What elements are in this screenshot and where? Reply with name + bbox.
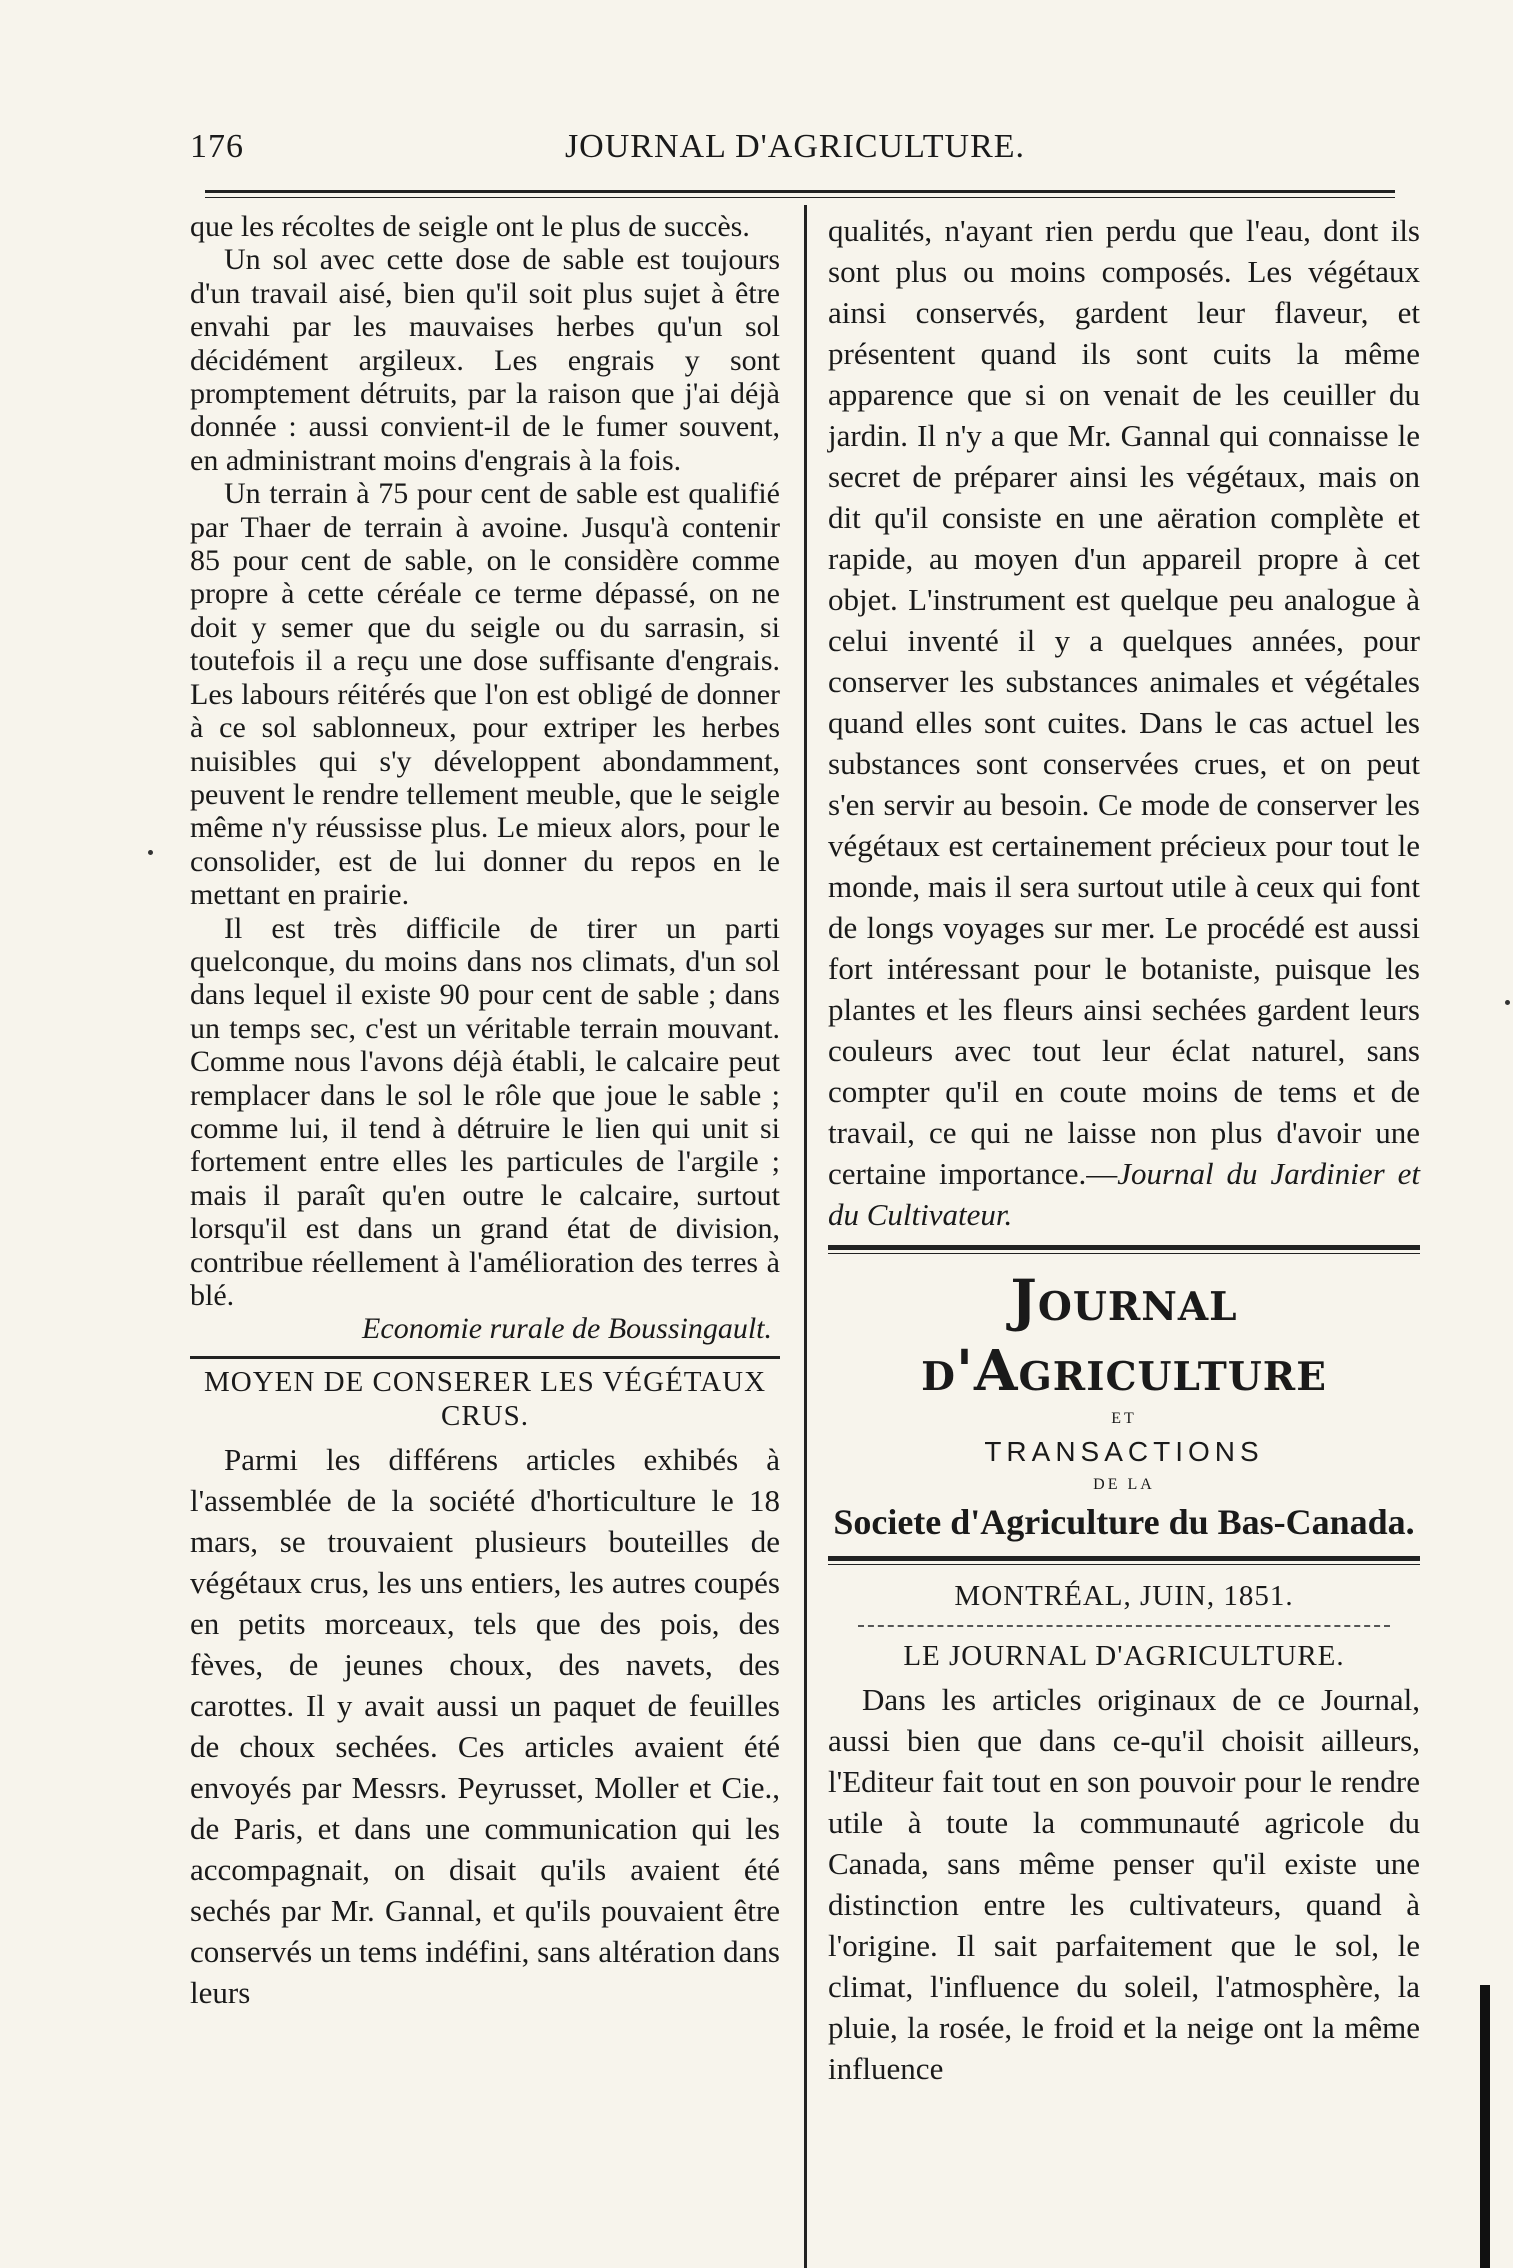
section-heading: MOYEN DE CONSERER LES VÉGÉTAUX CRUS.	[203, 1365, 767, 1432]
masthead-transactions: TRANSACTIONS	[984, 1436, 1264, 1467]
ornamental-rule	[858, 1625, 1390, 1627]
paragraph: que les récoltes de seigle ont le plus de succès.	[190, 210, 750, 243]
section-heading: LE JOURNAL D'AGRICULTURE.	[903, 1640, 1345, 1672]
paragraph: Dans les articles originaux de ce Journal, aussi bien que dans ce-qu'il choisit ailleurs, l'Editeur fait tout en son pouvoir pour le rendre utile à toute la communauté agricole du Canada, sans même penser qu'il existe une distinction entre les cultivateurs, quand à l'origine. Il sait parfaitement que le sol, le climat, l'influence du soleil, l'atmosphère, la pluie, la rosée, le froid et la neige ont la même influence	[828, 1682, 1420, 2086]
paragraph-text: qualités, n'ayant rien perdu que l'eau, dont ils sont plus ou moins composés. Les végétaux ainsi conservés, gardent leur flaveur, et présentent quand ils sont cuits la même apparence que si on venait de les ceuiller du jardin. Il n'y a que Mr. Gannal qui connaisse le secret de préparer ainsi les végétaux, mais on dit qu'il consiste en une aëration complète et rapide, au moyen d'un appareil propre à cet objet. L'instrument est quelque peu analogue à celui inventé il y a quelques années, pour conserver les substances animales et végétales quand elles sont cuites. Dans le cas actuel les substances sont conservées crues, et on peut s'en servir au besoin. Ce mode de conserver les végétaux est certainement précieux pour tout le monde, mais il sera surtout utile à ceux qui font de longs voyages sur mer. Le procédé est aussi fort intéressant pour le botaniste, puisque les plantes et les fleurs ainsi sechées gardent leurs couleurs avec tout leur éclat naturel, sans compter qu'il en coute moins de tems et de travail, ce qui ne laisse non plus d'avoir une certaine importance.—	[828, 213, 1420, 1191]
right-column	[828, 210, 1420, 2089]
masthead	[828, 1266, 1420, 1546]
masthead-top-rule	[828, 1245, 1420, 1254]
ink-speck	[1505, 1000, 1510, 1005]
masthead-et: ET	[1111, 1410, 1137, 1427]
masthead-bottom-rule	[828, 1556, 1420, 1565]
paragraph: Un sol avec cette dose de sable est toujours d'un travail aisé, bien qu'il soit plus sujet à être envahi par les mauvaises herbes qu'un sol décidément argileux. Les engrais y sont promptement détruits, par la raison que j'ai déjà donnée : aussi convient-il de le fumer souvent, en administrant moins d'engrais à la fois.	[190, 243, 780, 477]
source-citation: Journal du Jardinier et du Cultivateur.	[828, 1156, 1420, 1232]
paragraph: Il est très difficile de tirer un parti quelconque, du moins dans nos climats, d'un sol dans lequel il existe 90 pour cent de sable ; dans un temps sec, c'est un véritable terrain mouvant. Comme nous l'avons déjà établi, le calcaire peut remplacer dans le sol le rôle que joue le sable ; comme lui, il tend à détruire le lien qui unit si fortement entre elles les particules de l'argile ; mais il paraît qu'en outre le calcaire, surtout lorsqu'il est dans un grand état de division, contribue réellement à l'amélioration des terres à blé.	[190, 911, 780, 1312]
paragraph	[828, 210, 1420, 1235]
dateline: MONTRÉAL, JUIN, 1851.	[954, 1580, 1294, 1612]
masthead-de-la: DE LA	[1093, 1476, 1155, 1493]
masthead-society: Societe d'Agriculture du Bas-Canada.	[833, 1502, 1415, 1542]
page-number: 176	[190, 128, 244, 165]
section-rule	[190, 1356, 780, 1359]
page-header	[190, 128, 1400, 178]
ink-speck	[148, 850, 153, 855]
running-title: JOURNAL D'AGRICULTURE.	[564, 128, 1026, 165]
masthead-title: Journal d'Agriculture	[921, 1268, 1327, 1404]
paragraph: Un terrain à 75 pour cent de sable est qualifié par Thaer de terrain à avoine. Jusqu'à contenir 85 pour cent de sable, on le considère comme propre à cette céréale ce terme dépassé, on ne doit y semer que du seigle ou du sarrasin, si toutefois il a reçu une dose suffisante d'engrais. Les labours réitérés que l'on est obligé de donner à ce sol sablonneux, pour extriper les herbes nuisibles qui s'y développent abondamment, peuvent le rendre tellement meuble, que le seigle même n'y réussisse plus. Le mieux alors, pour le consolider, est de lui donner du repos en le mettant en prairie.	[190, 477, 780, 912]
header-rule	[205, 190, 1395, 198]
attribution: Economie rurale de Boussingault.	[362, 1312, 772, 1346]
margin-bar	[1480, 1985, 1490, 2268]
column-divider	[804, 205, 807, 2268]
left-column	[190, 210, 780, 2013]
paragraph: Parmi les différens articles exhibés à l'assemblée de la société d'horticulture le 18 mars, se trouvaient plusieurs bouteilles de végétaux crus, les uns entiers, les autres coupés en petits morceaux, tels que des pois, des fèves, de jeunes choux, des navets, des carottes. Il y avait aussi un paquet de feuilles de choux sechées. Ces articles avaient été envoyés par Messrs. Peyrusset, Moller et Cie., de Paris, et dans une communication qui les accompagnait, on disait qu'ils avaient été sechés par Mr. Gannal, et qu'ils pouvaient être conservés un tems indéfini, sans altération dans leurs	[190, 1441, 780, 2010]
